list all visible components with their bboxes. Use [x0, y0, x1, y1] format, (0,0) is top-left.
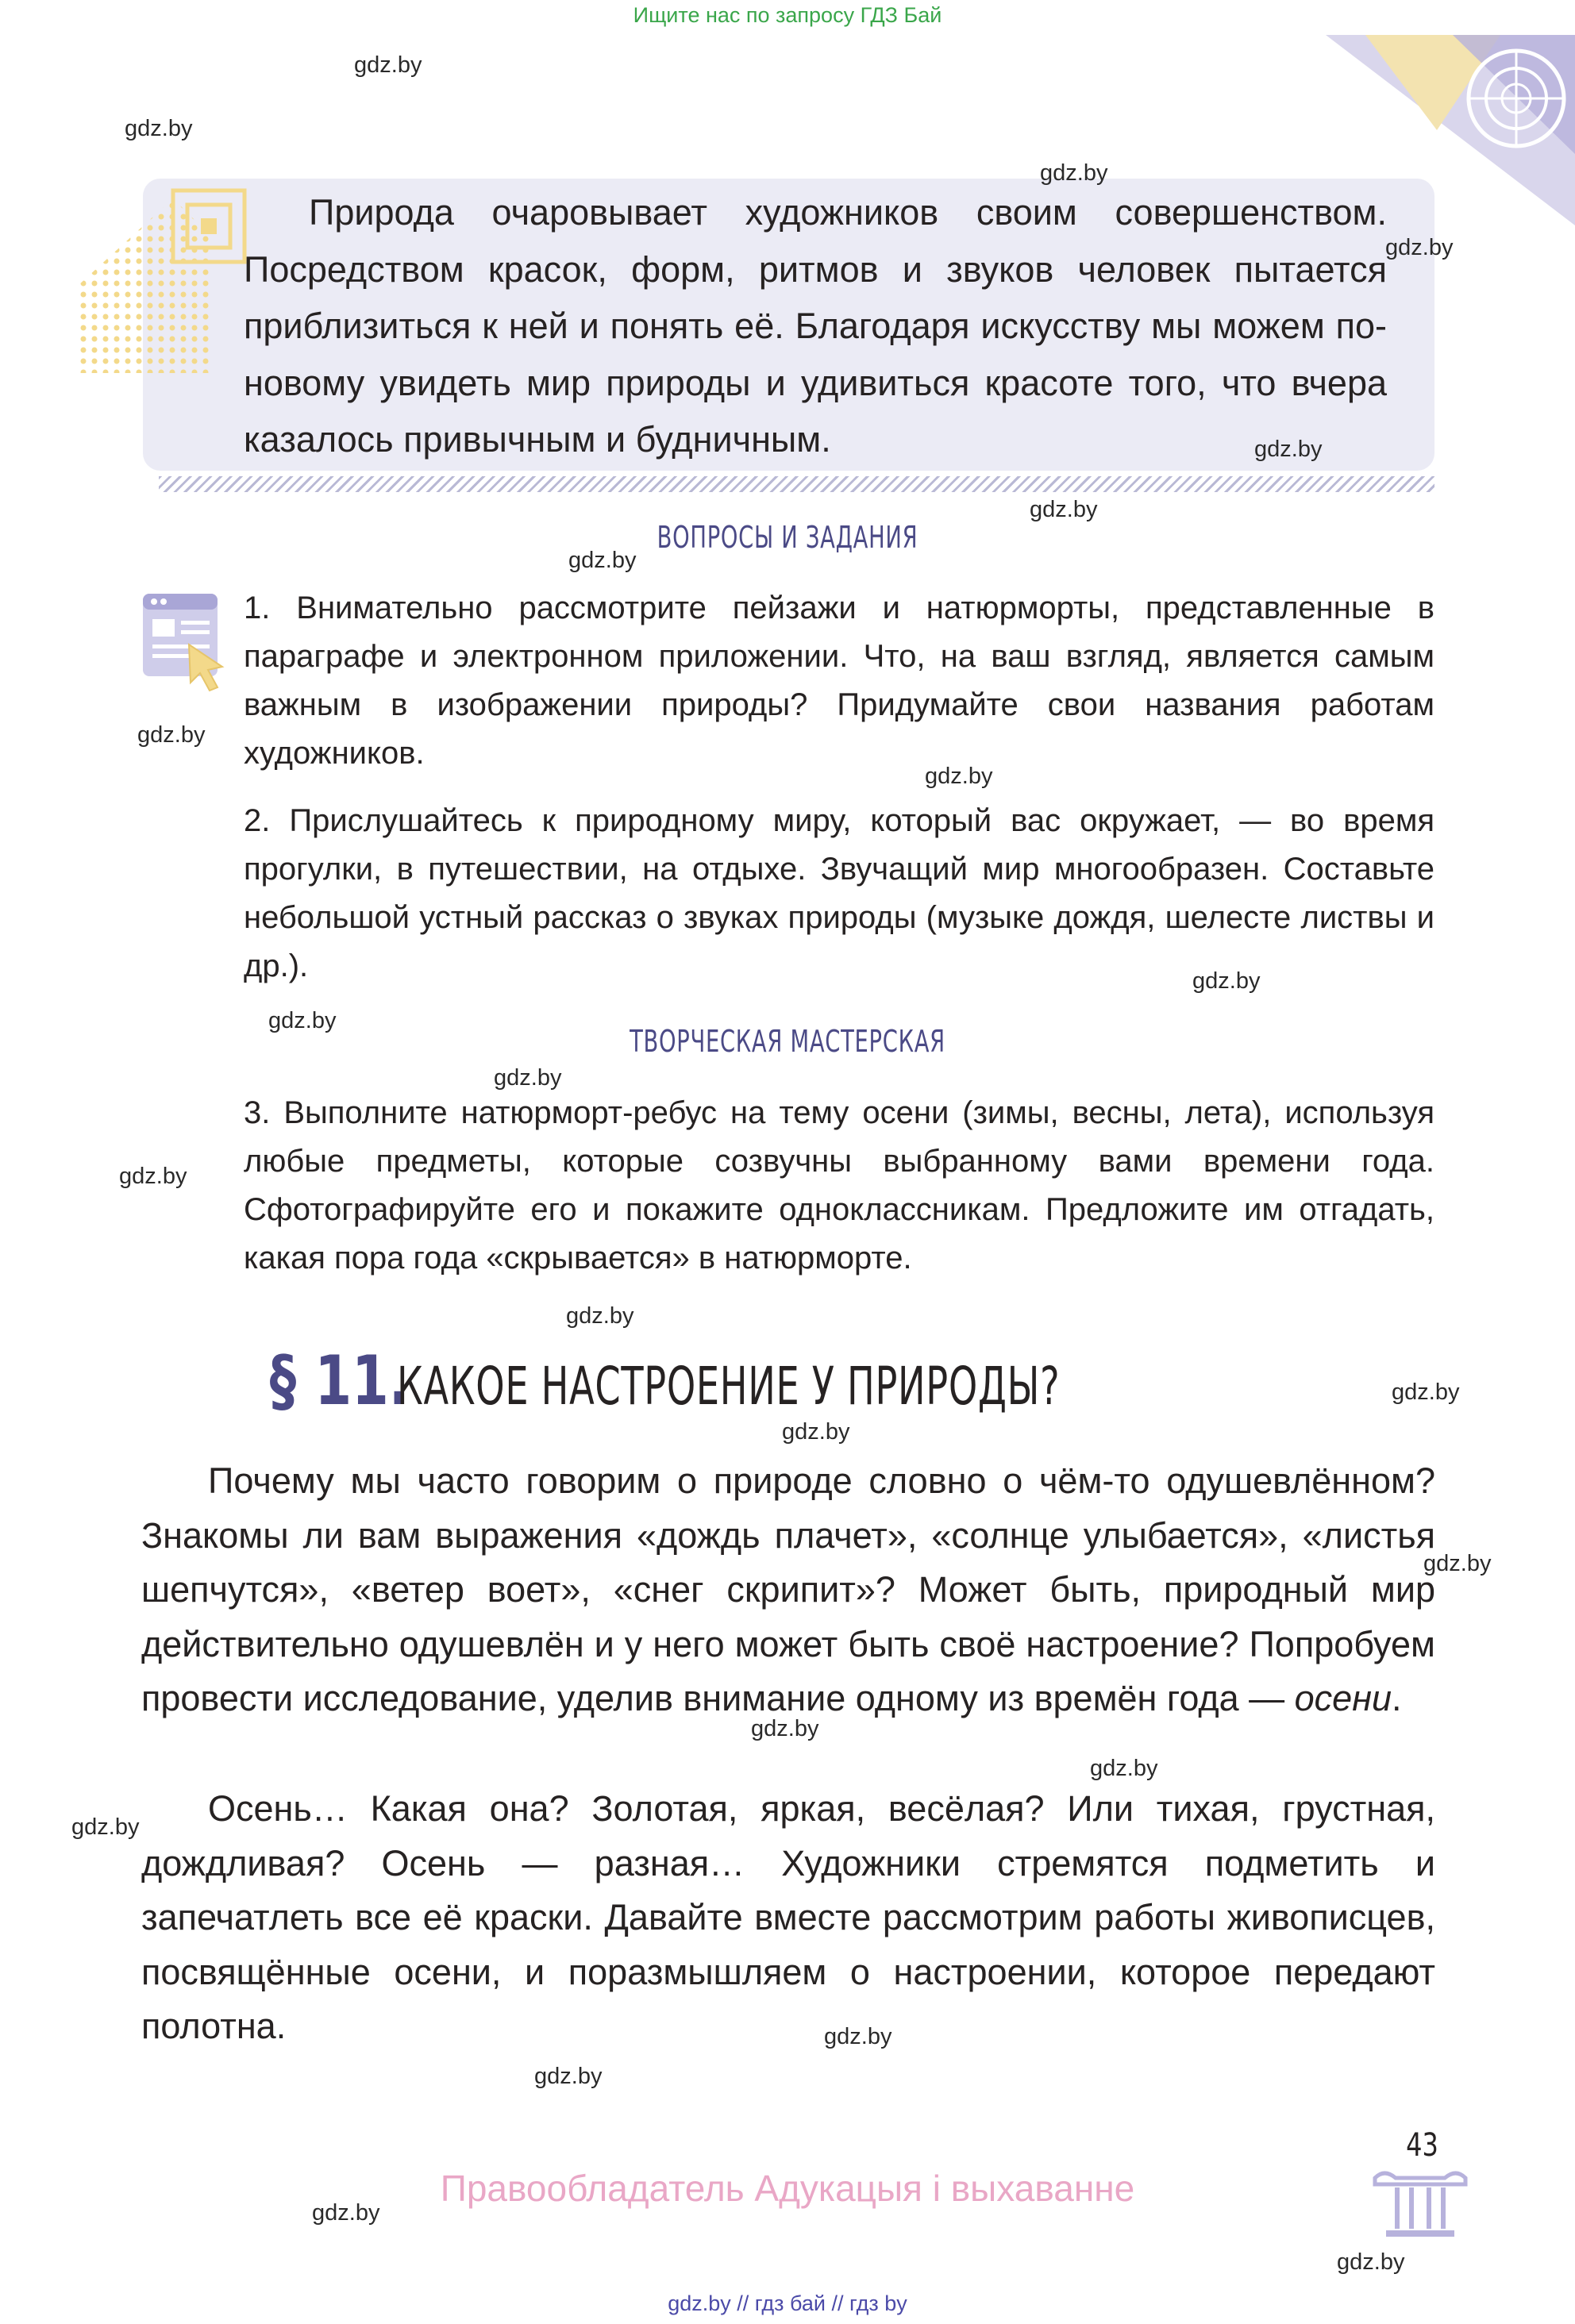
- watermark: gdz.by: [566, 1303, 634, 1329]
- body-paragraph-1: [141, 1454, 1435, 1726]
- bottom-links[interactable]: gdz.by // гдз бай // гдз by: [668, 2291, 907, 2315]
- watermark: gdz.by: [1090, 1756, 1158, 1781]
- task-3: [244, 1089, 1434, 1283]
- section-title: [0, 1341, 1575, 1421]
- watermark: gdz.by: [782, 1419, 850, 1445]
- watermark: gdz.by: [1423, 1551, 1492, 1576]
- watermark: gdz.by: [534, 2064, 603, 2089]
- watermark: gdz.by: [1337, 2249, 1405, 2275]
- top-search-banner[interactable]: Ищите нас по запросу ГДЗ Бай: [633, 3, 942, 27]
- section-number: § 11.: [269, 1341, 410, 1421]
- paragraph-1-italic: осени: [1294, 1678, 1392, 1718]
- intro-text: [244, 184, 1387, 468]
- paragraph-1-text: Почему мы часто говорим о природе словно о чём-то одушевлённом? Знакомы ли вам выражения «дождь плачет», «солнце улыбается», «листья шепчутся», «ветер воет», «снег скрипит»? Может быть, природный мир действительно одушевлён и у него может быть своё настроение? Попробуем провести исследование, уделив внимание одному из времён года —: [141, 1460, 1435, 1718]
- watermark: gdz.by: [925, 764, 993, 789]
- watermark: gdz.by: [568, 548, 637, 573]
- watermark: gdz.by: [137, 722, 206, 748]
- intro-paragraph: Природа очаровывает художников своим совершенством. Посредством красок, форм, ритмов и звуков человек пытается приблизиться к ней и понять её. Благодаря искусству мы можем по-новому увидеть мир природы и удивиться красоте того, что вчера казалось привычным и будничным.: [244, 192, 1387, 460]
- page-number: 43: [1406, 2127, 1438, 2164]
- watermark: gdz.by: [1192, 968, 1261, 994]
- window-cursor-icon: [140, 589, 227, 694]
- watermark: gdz.by: [354, 52, 422, 78]
- watermark: gdz.by: [1030, 497, 1098, 522]
- watermark: gdz.by: [824, 2024, 892, 2049]
- copyright-notice: Правообладатель Адукацыя і выхаванне: [440, 2168, 1135, 2209]
- watermark: gdz.by: [119, 1164, 187, 1189]
- watermark: gdz.by: [1040, 160, 1108, 186]
- watermark: gdz.by: [1385, 235, 1454, 260]
- task-2-text: 2. Прислушайтесь к природному миру, который вас окружает, — во время прогулки, в путешествии, на отдыхе. Звучащий мир многообразен. Составьте небольшой устный рассказ о звуках природы (музыке дождя, шелесте листвы и др.).: [244, 803, 1434, 983]
- dot-grid-decor-icon: [78, 167, 252, 373]
- hatch-divider: [159, 476, 1434, 492]
- body-paragraph-2: [141, 1782, 1435, 2054]
- watermark: gdz.by: [312, 2200, 380, 2226]
- watermark: gdz.by: [1254, 437, 1323, 462]
- workshop-heading: ТВОРЧЕСКАЯ МАСТЕРСКАЯ: [630, 1024, 945, 1059]
- questions-heading: ВОПРОСЫ И ЗАДАНИЯ: [657, 520, 918, 555]
- task-2: [244, 797, 1434, 991]
- paragraph-1-end: .: [1392, 1678, 1402, 1718]
- watermark: gdz.by: [268, 1008, 337, 1033]
- watermark: gdz.by: [494, 1065, 562, 1091]
- task-1-text: 1. Внимательно рассмотрите пейзажи и натюрморты, представленные в параграфе и электронном приложении. Что, на ваш взгляд, является самым важным в изображении природы? Придумайте свои названия работам художников.: [244, 591, 1434, 771]
- paragraph-2-text: Осень… Какая она? Золотая, яркая, весёлая? Или тихая, грустная, дождливая? Осень — разная… Художники стремятся подметить и запечатлеть все её краски. Давайте вместе рассмотрим работы живописцев, посвящённые осени, и поразмышляем о настроении, которое передают полотна.: [141, 1788, 1435, 2046]
- watermark: gdz.by: [125, 116, 193, 141]
- task-3-text: 3. Выполните натюрморт-ребус на тему осени (зимы, весны, лета), используя любые предметы, которые созвучны выбранному вами времени года. Сфотографируйте его и покажите одноклассникам. Предложите им отгадать, какая пора года «скрывается» в натюрморте.: [244, 1095, 1434, 1276]
- watermark: gdz.by: [1392, 1379, 1460, 1405]
- watermark: gdz.by: [751, 1716, 819, 1741]
- section-name: КАКОЕ НАСТРОЕНИЕ У ПРИРОДЫ?: [397, 1356, 1061, 1417]
- task-1: [244, 584, 1434, 778]
- watermark: gdz.by: [71, 1814, 140, 1840]
